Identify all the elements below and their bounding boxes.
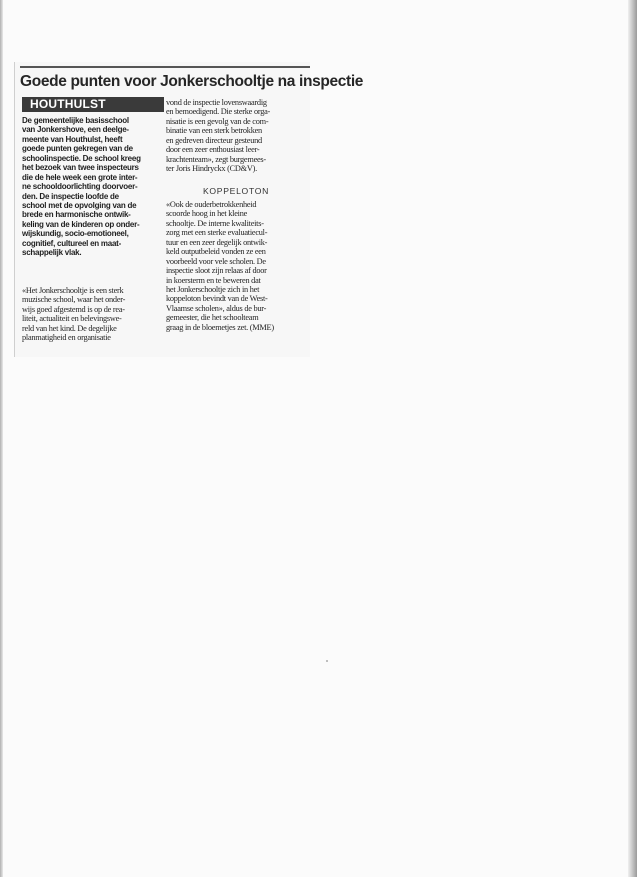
body-line: keld outputbeleid vonden ze een <box>166 247 266 257</box>
article-body-column-3 <box>166 200 306 332</box>
body-line: gemeester, die het schoolteam <box>166 313 259 323</box>
lead-line: cognitief, cultureel en maat- <box>22 238 121 248</box>
article-lead <box>22 116 160 258</box>
body-line: en gedreven directeur gesteund <box>166 135 262 145</box>
body-line: in koersterm en te beweren dat <box>166 275 261 285</box>
lead-line: De gemeentelijke basisschool <box>22 116 129 125</box>
body-line: krachtenteam», zegt burgemees- <box>166 154 266 164</box>
body-line: wijs goed afgestemd is op de rea- <box>22 304 125 314</box>
lead-line: het bezoek van twee inspecteurs <box>22 163 139 173</box>
body-line: reld van het kind. De degelijke <box>22 323 117 333</box>
body-line: inspectie sloot zijn relaas af door <box>166 266 267 276</box>
location-kicker: HOUTHULST <box>22 97 164 112</box>
body-line: nisatie is een gevolg van de com- <box>166 116 269 126</box>
body-line: scoorde hoog in het kleine <box>166 209 248 219</box>
lead-line: wijskundig, socio-emotioneel, <box>22 229 129 239</box>
body-line: muzische school, waar het onder- <box>22 295 126 305</box>
lead-line: den. De inspectie loofde de <box>22 191 119 201</box>
lead-line: goede punten gekregen van de <box>22 144 133 154</box>
article-subheading: KOPPELOTON <box>202 186 270 196</box>
lead-line: keling van de kinderen op onder- <box>22 219 140 229</box>
body-line: het Jonkerschooltje zich in het <box>166 284 260 294</box>
article-headline: Goede punten voor Jonkerschooltje na inspectie <box>20 66 310 96</box>
body-line: vond de inspectie lovenswaardig <box>166 98 267 107</box>
lead-line: ne schooldoorlichting doorvoer- <box>22 182 138 192</box>
body-line: tuur en een zeer degelijk ontwik- <box>166 237 268 247</box>
clipping-border <box>14 62 15 357</box>
body-line: «Ook de ouderbetrokkenheid <box>166 200 257 209</box>
scan-speck <box>326 660 328 662</box>
lead-line: schoolinspectie. De school kreeg <box>22 153 141 163</box>
scan-edge-right <box>628 0 637 877</box>
body-line: liteit, actualiteit en belevingswe- <box>22 314 122 324</box>
lead-line: brede en harmonische ontwik- <box>22 210 131 220</box>
lead-line: die de hele week een grote inter- <box>22 172 138 182</box>
body-line: door een zeer enthousiast leer- <box>166 145 260 155</box>
body-line: Vlaamse scholen», aldus de bur- <box>166 303 267 313</box>
lead-line: schappelijk vlak. <box>22 248 82 258</box>
body-line: «Het Jonkerschooltje is een sterk <box>22 286 124 295</box>
article-body-column-1 <box>22 286 160 343</box>
lead-line: school met de opvolging van de <box>22 200 137 210</box>
article-body-column-2 <box>166 98 306 174</box>
lead-line: meente van Houthulst, heeft <box>22 134 123 144</box>
body-line: en bemoedigend. Die sterke orga- <box>166 107 271 117</box>
body-line: koppeloton bevindt van de West- <box>166 294 268 304</box>
body-line: binatie van een sterk betrokken <box>166 126 262 136</box>
body-line: voorbeeld voor vele scholen. De <box>166 256 266 266</box>
scan-edge-left <box>0 0 3 877</box>
body-line: planmatigheid en organisatie <box>22 333 111 343</box>
lead-line: van Jonkershove, een deelge- <box>22 125 129 135</box>
body-line: zorg met een sterke evaluatiecul- <box>166 228 268 238</box>
body-line: graag in de bloemetjes zet. (MME) <box>166 322 274 332</box>
body-line: ter Joris Hindryckx (CD&V). <box>166 164 257 174</box>
body-line: schooltje. De interne kwaliteits- <box>166 218 264 228</box>
